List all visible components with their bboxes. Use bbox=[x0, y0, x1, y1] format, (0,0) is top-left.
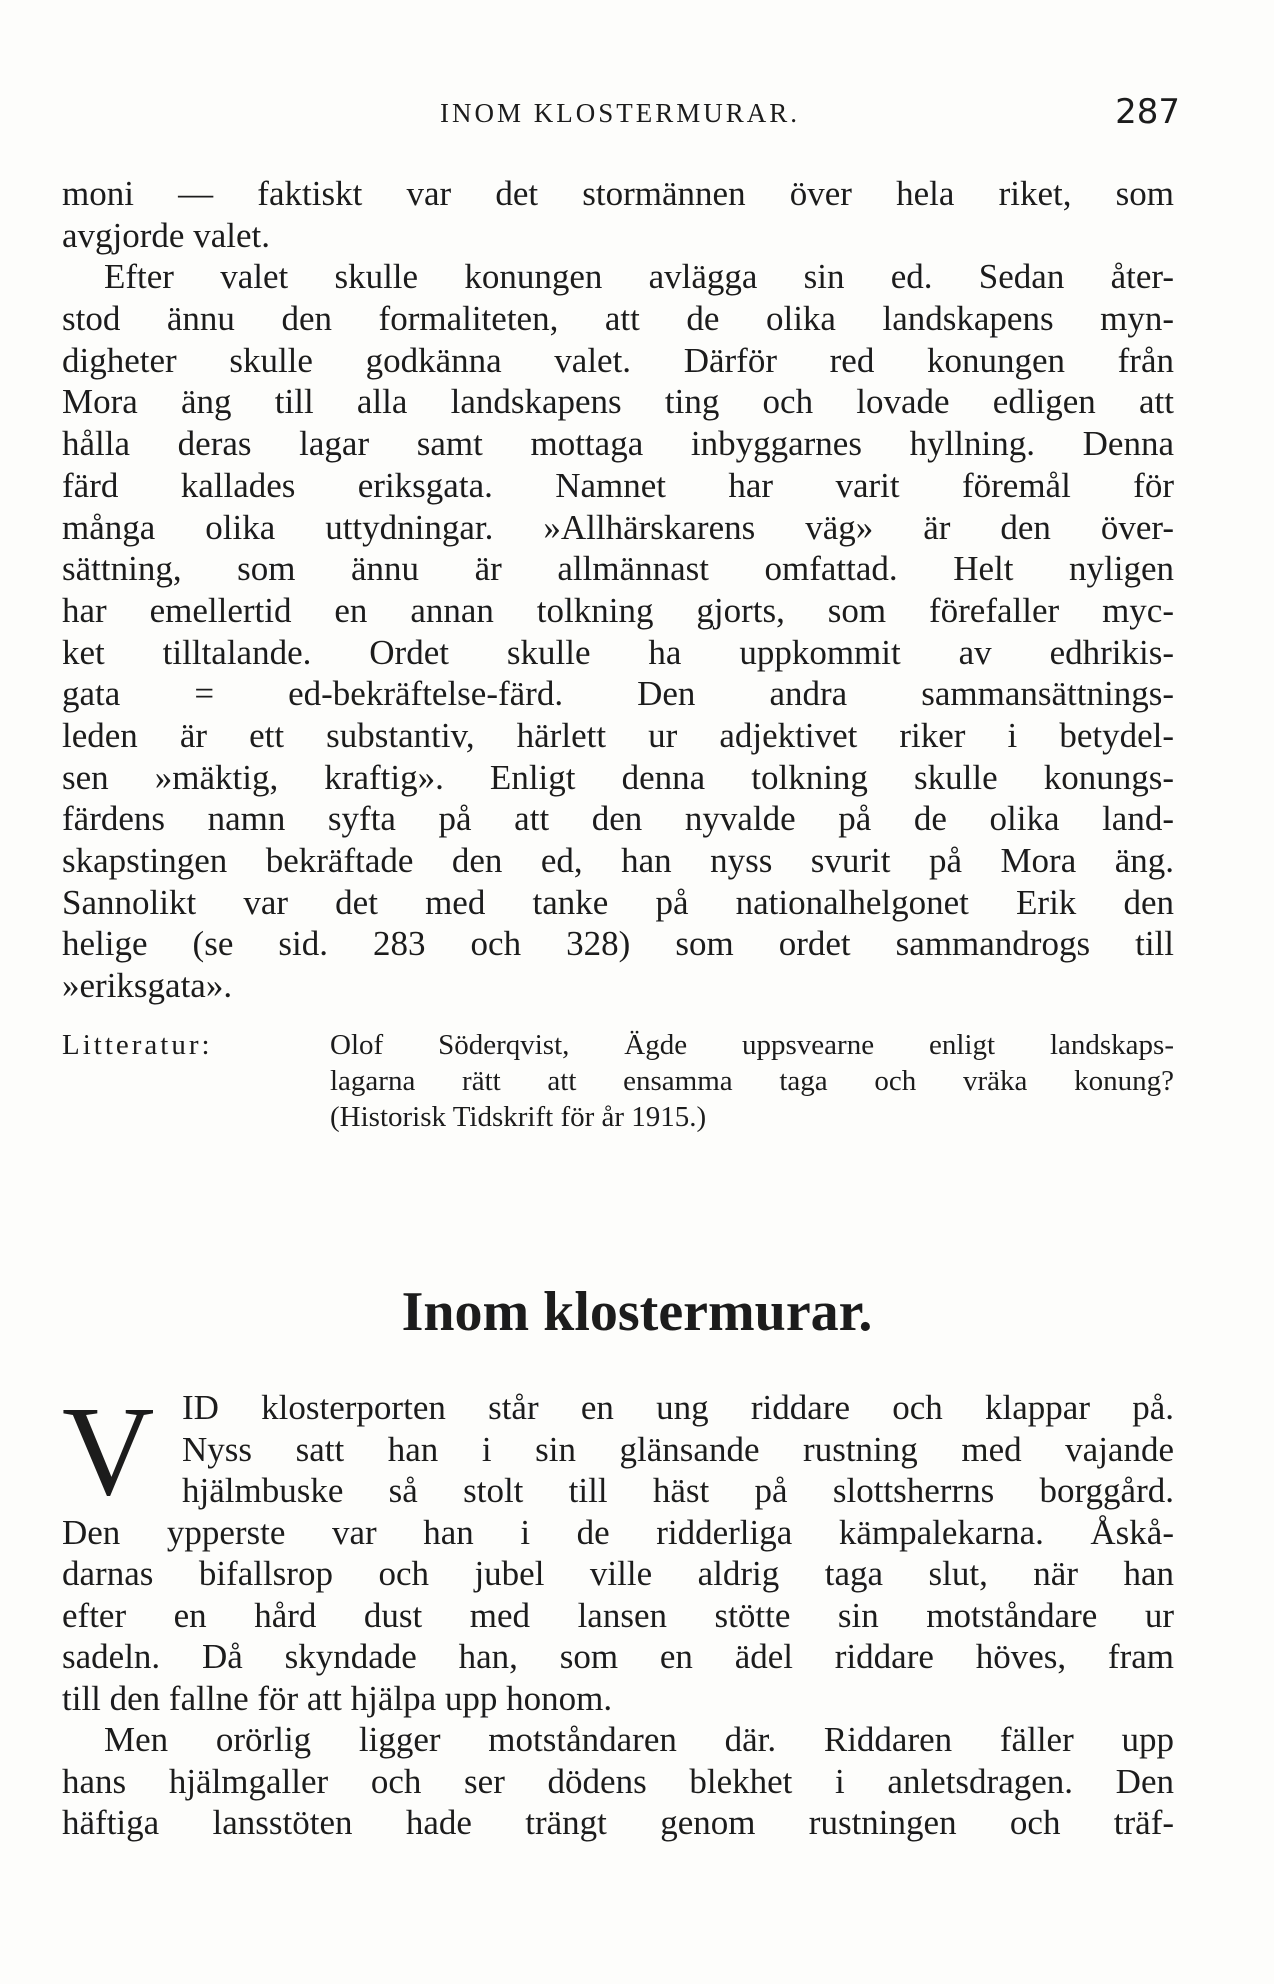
text-line: häftiga lansstöten hade trängt genom rustningen och träf- bbox=[62, 1803, 1174, 1842]
literature-label: Litteratur: bbox=[62, 1029, 213, 1061]
section-text bbox=[62, 1380, 1174, 1844]
literature-reference bbox=[62, 1027, 1174, 1135]
body-text bbox=[62, 173, 1174, 1007]
text-line: Efter valet skulle konungen avlägga sin ed. Sedan åter- bbox=[104, 257, 1174, 297]
literature-line: (Historisk Tidskrift för år 1915.) bbox=[330, 1101, 707, 1133]
text-line: har emellertid en annan tolkning gjorts, som förefaller myc- bbox=[62, 590, 1174, 630]
page-header bbox=[60, 92, 1180, 138]
text-line: Sannolikt var det med tanke på nationalhelgonet Erik den bbox=[62, 882, 1174, 922]
text-line: efter en hård dust med lansen stötte sin motståndare ur bbox=[62, 1595, 1174, 1635]
text-line: Mora äng till alla landskapens ting och lovade edligen att bbox=[62, 382, 1174, 422]
running-title: INOM KLOSTERMURAR. bbox=[439, 98, 801, 128]
text-line: gata = ed-bekräftelse-färd. Den andra sammansättnings- bbox=[62, 674, 1174, 714]
text-line: många olika uttydningar. »Allhärskarens väg» är den över- bbox=[62, 507, 1174, 547]
text-line: sadeln. Då skyndade han, som en ädel riddare höves, fram bbox=[62, 1637, 1174, 1676]
text-line: skapstingen bekräftade den ed, han nyss svurit på Mora äng. bbox=[62, 841, 1174, 880]
text-line: till den fallne för att hjälpa upp honom. bbox=[62, 1678, 613, 1718]
text-line: Den ypperste var han i de ridderliga kämpalekarna. Åskå- bbox=[62, 1512, 1174, 1552]
text-line: sättning, som ännu är allmännast omfattad. Helt nyligen bbox=[62, 549, 1174, 589]
text-line: färdens namn syfta på att den nyvalde på de olika land- bbox=[62, 799, 1174, 839]
text-line: Men orörlig ligger motståndaren där. Riddaren fäller upp bbox=[104, 1720, 1174, 1759]
page-number: 287 bbox=[1115, 92, 1180, 132]
text-line: digheter skulle godkänna valet. Därför red konungen från bbox=[62, 340, 1174, 380]
text-line: avgjorde valet. bbox=[62, 215, 270, 255]
text-line: ID klosterporten står en ung riddare och klappar på. bbox=[182, 1388, 1174, 1427]
text-line: moni — faktiskt var det stormännen över hela riket, som bbox=[62, 174, 1174, 213]
text-line: leden är ett substantiv, härlett ur adjektivet riker i betydel- bbox=[62, 715, 1174, 755]
section-title: Inom klostermurar. bbox=[401, 1281, 873, 1343]
text-line: hjälmbuske så stolt till häst på slottsherrns borggård. bbox=[182, 1471, 1174, 1510]
text-line: stod ännu den formaliteten, att de olika landskapens myn- bbox=[62, 299, 1174, 339]
text-line: helige (se sid. 283 och 328) som ordet sammandrogs till bbox=[62, 924, 1174, 964]
text-line: Nyss satt han i sin glänsande rustning med vajande bbox=[182, 1429, 1174, 1469]
text-line: »eriksgata». bbox=[62, 966, 233, 1006]
text-line: ket tilltalande. Ordet skulle ha uppkommit av edhrikis- bbox=[62, 632, 1174, 672]
literature-line: Olof Söderqvist, Ägde uppsvearne enligt landskaps- bbox=[330, 1029, 1174, 1061]
literature-line: lagarna rätt att ensamma taga och vräka konung? bbox=[330, 1065, 1174, 1097]
text-line: sen »mäktig, kraftig». Enligt denna tolkning skulle konungs- bbox=[62, 757, 1174, 797]
text-line: darnas bifallsrop och jubel ville aldrig taga slut, när han bbox=[62, 1554, 1174, 1593]
text-line: hans hjälmgaller och ser dödens blekhet i anletsdragen. Den bbox=[62, 1761, 1174, 1801]
text-line: färd kallades eriksgata. Namnet har varit föremål för bbox=[62, 465, 1174, 505]
drop-cap: V bbox=[62, 1380, 155, 1522]
text-line: hålla deras lagar samt mottaga inbyggarnes hyllning. Denna bbox=[62, 424, 1174, 464]
